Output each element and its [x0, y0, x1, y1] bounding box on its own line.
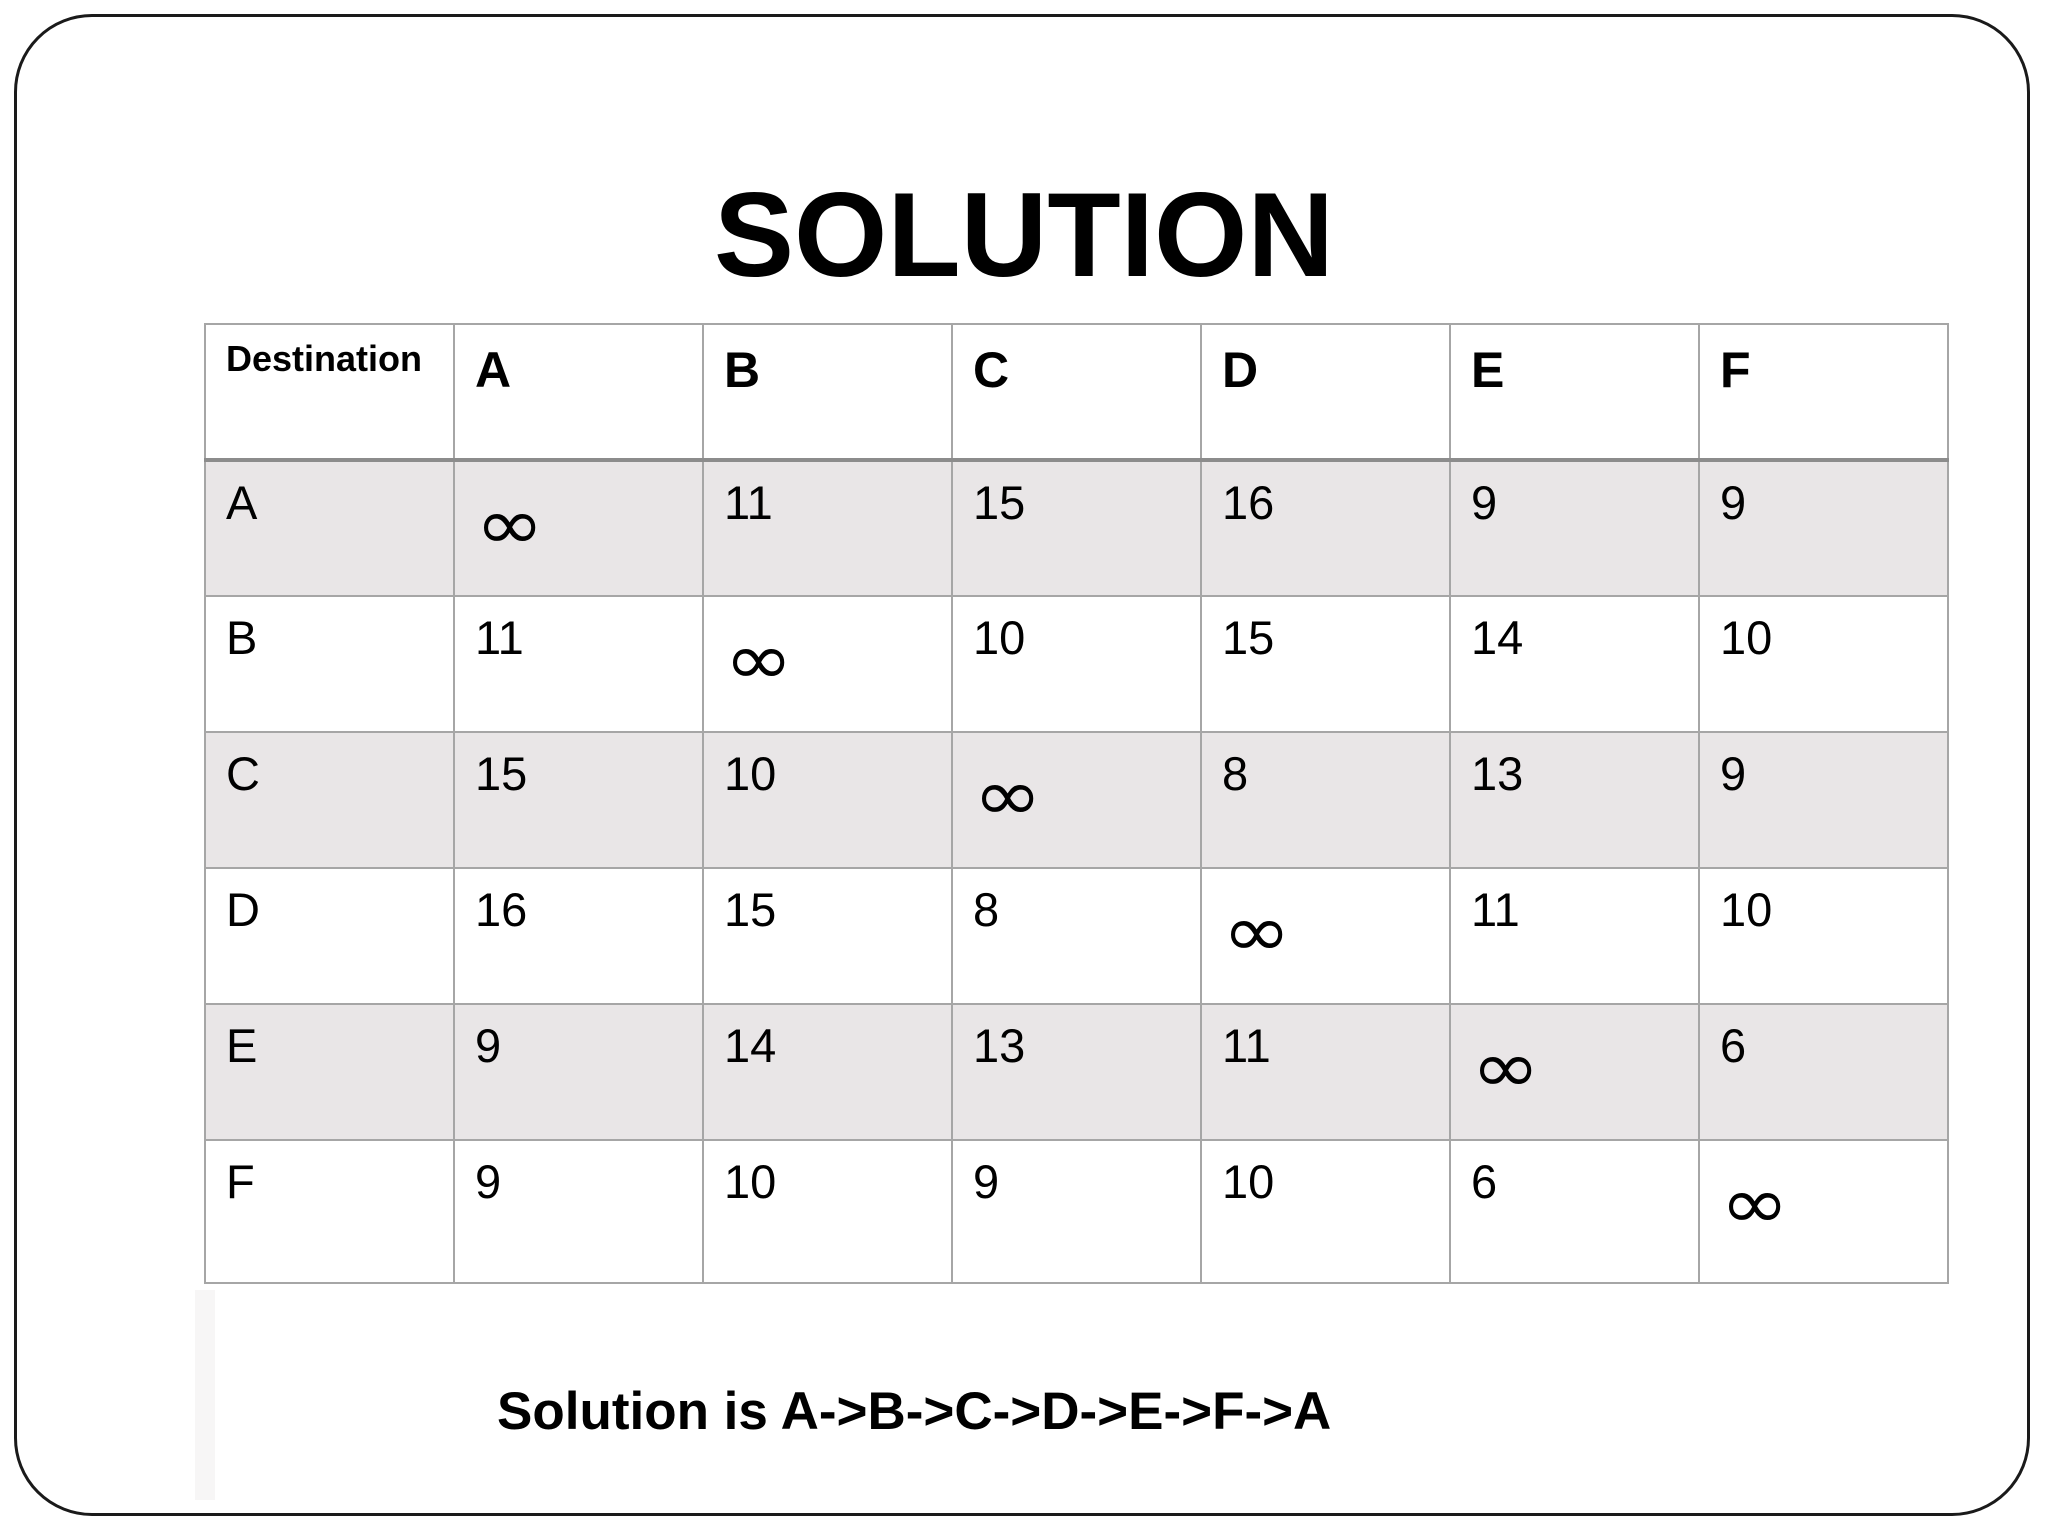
table-row — [205, 732, 1948, 868]
table-cell: 13 — [1450, 732, 1699, 868]
table-cell: 15 — [703, 868, 952, 1004]
column-header: F — [1699, 324, 1948, 460]
infinity-symbol: ∞ — [1471, 1025, 1540, 1109]
table-cell: 15 — [454, 732, 703, 868]
table-header-row — [205, 324, 1948, 460]
infinity-symbol: ∞ — [475, 482, 544, 566]
table-cell: 6 — [1450, 1140, 1699, 1283]
column-header: A — [454, 324, 703, 460]
column-header: B — [703, 324, 952, 460]
table-cell: 9 — [1699, 460, 1948, 596]
table-cell: 9 — [1450, 460, 1699, 596]
table-cell: 11 — [703, 460, 952, 596]
table-cell: 14 — [703, 1004, 952, 1140]
table-cell: 11 — [1201, 1004, 1450, 1140]
infinity-symbol: ∞ — [724, 617, 793, 701]
table-cell: 16 — [454, 868, 703, 1004]
table-cell — [703, 596, 952, 732]
table-cell: 15 — [1201, 596, 1450, 732]
table-cell: 9 — [454, 1004, 703, 1140]
table-row — [205, 868, 1948, 1004]
table-cell: 11 — [1450, 868, 1699, 1004]
infinity-symbol: ∞ — [1720, 1161, 1789, 1245]
solution-statement: Solution is A->B->C->D->E->F->A — [497, 1382, 1332, 1441]
distance-matrix-table — [204, 323, 1949, 1284]
table-cell: 11 — [454, 596, 703, 732]
table-cell: 10 — [1699, 868, 1948, 1004]
table-cell — [1201, 868, 1450, 1004]
header-corner-cell: Destination — [205, 324, 454, 460]
row-label: B — [205, 596, 454, 732]
table-row — [205, 596, 1948, 732]
row-label: D — [205, 868, 454, 1004]
table-cell — [952, 732, 1201, 868]
table-row — [205, 460, 1948, 596]
infinity-symbol: ∞ — [973, 753, 1042, 837]
table-cell: 9 — [952, 1140, 1201, 1283]
table-cell: 15 — [952, 460, 1201, 596]
table-cell: 10 — [703, 732, 952, 868]
table-cell: 6 — [1699, 1004, 1948, 1140]
row-label: E — [205, 1004, 454, 1140]
table-cell: 10 — [703, 1140, 952, 1283]
table-cell — [1699, 1140, 1948, 1283]
column-header: C — [952, 324, 1201, 460]
table-cell: 8 — [1201, 732, 1450, 868]
column-header: E — [1450, 324, 1699, 460]
table-cell — [454, 460, 703, 596]
table-row — [205, 1004, 1948, 1140]
infinity-symbol: ∞ — [1222, 889, 1291, 973]
table-cell — [1450, 1004, 1699, 1140]
table-cell: 10 — [1201, 1140, 1450, 1283]
row-label: F — [205, 1140, 454, 1283]
table-cell: 10 — [1699, 596, 1948, 732]
decorative-strip — [195, 1290, 215, 1500]
table-row — [205, 1140, 1948, 1283]
table-cell: 14 — [1450, 596, 1699, 732]
slide-title: SOLUTION — [714, 168, 1334, 302]
table-cell: 8 — [952, 868, 1201, 1004]
table-cell: 9 — [454, 1140, 703, 1283]
table-cell: 9 — [1699, 732, 1948, 868]
row-label: A — [205, 460, 454, 596]
table-cell: 16 — [1201, 460, 1450, 596]
column-header: D — [1201, 324, 1450, 460]
table-cell: 10 — [952, 596, 1201, 732]
table-cell: 13 — [952, 1004, 1201, 1140]
row-label: C — [205, 732, 454, 868]
